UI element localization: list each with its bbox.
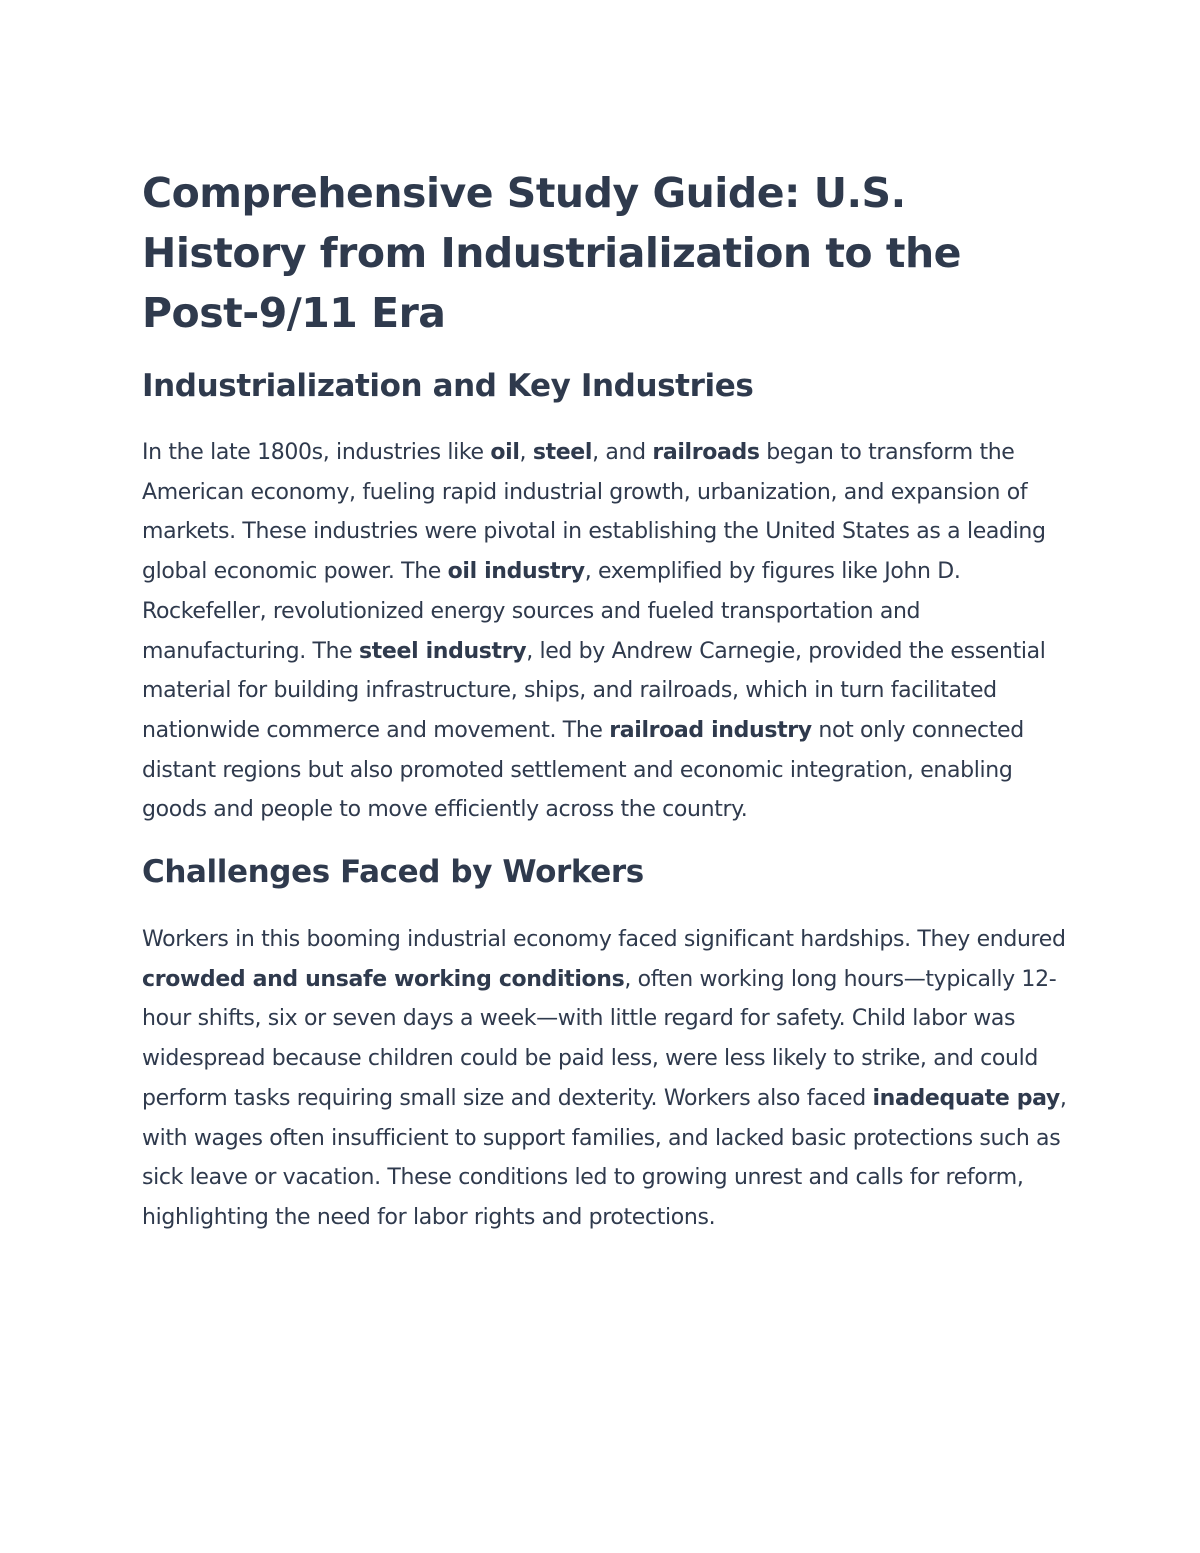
text-run: not only connected distant regions but also promoted settlement and economic integration, enabling goods and people to move efficiently across the country. (142, 717, 1024, 823)
bold-term: inadequate pay (872, 1085, 1060, 1111)
text-run: , often working long hours—typically 12-hour shifts, six or seven days a week—with little regard for safety. Child labor was widespread because children could be paid less, were less likely to strike, and could perform tasks requiring small size and dexterity. Workers also faced (142, 966, 1057, 1111)
text-run: , with wages often insufficient to support families, and lacked basic protections such as sick leave or vacation. These conditions led to growing unrest and calls for reform, highlighting the need for labor rights and protections. (142, 1085, 1067, 1230)
text-run: , led by Andrew Carnegie, provided the essential material for building infrastructure, ships, and railroads, which in turn facilitated nationwide commerce and movement. The (142, 638, 1046, 743)
bold-term: steel industry (359, 638, 527, 664)
bold-term: crowded and unsafe working conditions (142, 966, 625, 992)
text-run: , (519, 440, 533, 465)
text-run: Workers in this booming industrial economy faced significant hardships. They endured (142, 927, 1066, 953)
section-heading-workers: Challenges Faced by Workers (142, 854, 644, 891)
bold-term: railroad industry (609, 717, 812, 743)
section-paragraph-industrialization (142, 433, 1067, 830)
bold-term: oil industry (447, 559, 585, 585)
text-run: began to transform the American economy, fueling rapid industrial growth, urbanization, and expansion of markets. These industries were pivotal in establishing the United States as a leading global economic power. The (142, 440, 1046, 585)
bold-term: steel (532, 440, 593, 465)
bold-term: railroads (652, 440, 760, 465)
bold-term: oil (490, 440, 520, 465)
text-run: In the late 1800s, industries like (142, 440, 491, 465)
document-title: Comprehensive Study Guide: U.S. History from Industrialization to the Post-9/11 Era (142, 169, 961, 337)
text-run: , and (592, 440, 653, 465)
section-heading-industrialization: Industrialization and Key Industries (142, 368, 754, 404)
text-run: , exemplified by figures like John D. Rockefeller, revolutionized energy sources and fueled transportation and manufacturing. The (142, 559, 961, 664)
section-paragraph-workers (142, 920, 1067, 1238)
document-page (142, 163, 1067, 1238)
